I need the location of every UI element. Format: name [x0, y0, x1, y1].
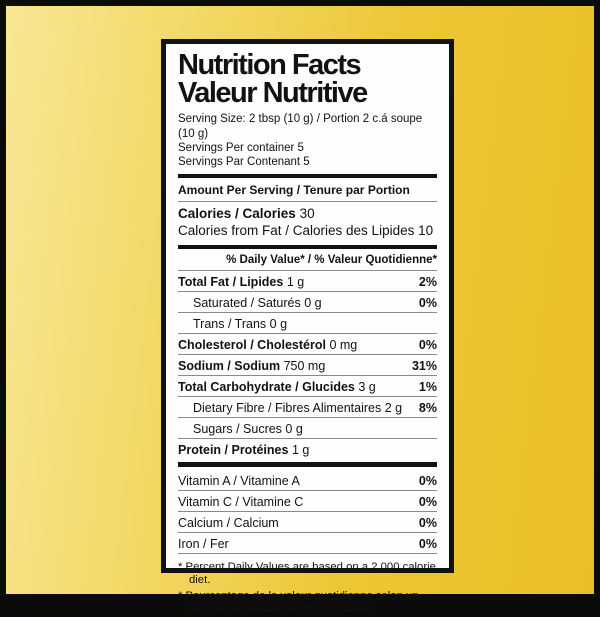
nutrient-amount: 1 g [291, 442, 310, 457]
nutrient-name: Protein / Protéines 1 g [178, 442, 310, 457]
nutrient-daily-value: 8% [418, 400, 437, 415]
nutrient-row-trans [178, 312, 437, 333]
nutrient-row-carbohydrate [178, 375, 437, 396]
daily-value-heading: % Daily Value* / % Valeur Quotidienne* [226, 253, 437, 266]
thin-divider [178, 553, 437, 554]
vitamin-row-calcium [178, 511, 437, 532]
vitamin-name: Vitamin C / Vitamine C [178, 494, 304, 509]
label-title-french: Valeur Nutritive [178, 77, 367, 110]
nutrient-amount: 1 g [286, 274, 305, 289]
nutrient-name: Dietary Fibre / Fibres Alimentaires 2 g [193, 400, 403, 415]
vitamin-name: Calcium / Calcium [178, 515, 279, 530]
nutrient-daily-value: 0% [418, 295, 437, 310]
serving-size-line: Serving Size: 2 tbsp (10 g) / Portion 2 c.á soupe (10 g) [178, 113, 423, 140]
footnotes-section [178, 558, 437, 617]
nutrient-row-protein [178, 438, 437, 459]
nutrient-amount: 0 g [269, 316, 288, 331]
thick-divider [178, 462, 437, 467]
nutrient-name: Saturated / Saturés 0 g [193, 295, 322, 310]
nutrient-daily-value: 31% [411, 358, 437, 373]
calories-from-fat-line [178, 223, 437, 240]
calories-block [178, 202, 437, 245]
nutrient-amount: 750 mg [283, 358, 326, 373]
amount-per-serving-heading: Amount Per Serving / Tenure par Portion [178, 182, 410, 197]
nutrient-row-saturated [178, 291, 437, 312]
calories-from-fat-value: 10 [418, 222, 434, 238]
nutrient-daily-value: 1% [418, 379, 437, 394]
nutrient-row-cholesterol [178, 333, 437, 354]
nutrient-amount: 0 mg [329, 337, 358, 352]
calories-label: Calories / Calories [178, 205, 296, 221]
nutrient-amount: 0 g [285, 421, 303, 436]
calories-value: 30 [299, 205, 315, 221]
nutrient-name: Sugars / Sucres 0 g [193, 421, 303, 436]
servings-par-contenant-line: Servings Par Contenant 5 [178, 156, 310, 169]
nutrient-name: Total Fat / Lipides 1 g [178, 274, 305, 289]
nutrient-row-total-fat [178, 271, 437, 291]
servings-per-container-line: Servings Per container 5 [178, 142, 304, 154]
footnote-english: * Percent Daily Values are based on a 2,000 calorie diet. [178, 560, 436, 586]
nutrient-row-dietary-fibre [178, 396, 437, 417]
vitamin-daily-value: 0% [418, 536, 437, 551]
nutrient-row-sugars [178, 417, 437, 438]
nutrient-name: Total Carbohydrate / Glucides 3 g [178, 379, 376, 394]
footnote-french: * Pourcentage de la valeur quotidienne selon un regime alimentaire de 2,000 Calories. [178, 590, 419, 616]
nutrient-name: Sodium / Sodium 750 mg [178, 358, 326, 373]
nutrition-facts-label [161, 39, 454, 616]
nutrient-name: Cholesterol / Cholestérol 0 mg [178, 337, 358, 352]
nutrient-amount: 2 g [384, 400, 403, 415]
vitamin-daily-value: 0% [418, 515, 437, 530]
nutrient-daily-value: 2% [418, 274, 437, 289]
nutrient-name: Trans / Trans 0 g [193, 316, 288, 331]
nutrient-amount: 0 g [304, 295, 322, 310]
label-title-english: Nutrition Facts [178, 49, 361, 81]
calories-line [178, 206, 437, 223]
vitamin-daily-value: 0% [418, 494, 437, 509]
calories-from-fat-label: Calories from Fat / Calories des Lipides [178, 222, 415, 238]
nutrient-daily-value: 0% [418, 337, 437, 352]
vitamins-section [178, 470, 437, 553]
vitamin-daily-value: 0% [418, 473, 437, 488]
vitamin-row-a [178, 470, 437, 490]
vitamin-name: Vitamin A / Vitamine A [178, 473, 300, 488]
vitamin-name: Iron / Fer [178, 536, 229, 551]
nutrient-amount: 3 g [358, 379, 376, 394]
serving-info-block [178, 112, 437, 170]
vitamin-row-c [178, 490, 437, 511]
nutrient-row-sodium [178, 354, 437, 375]
vitamin-row-iron [178, 532, 437, 553]
